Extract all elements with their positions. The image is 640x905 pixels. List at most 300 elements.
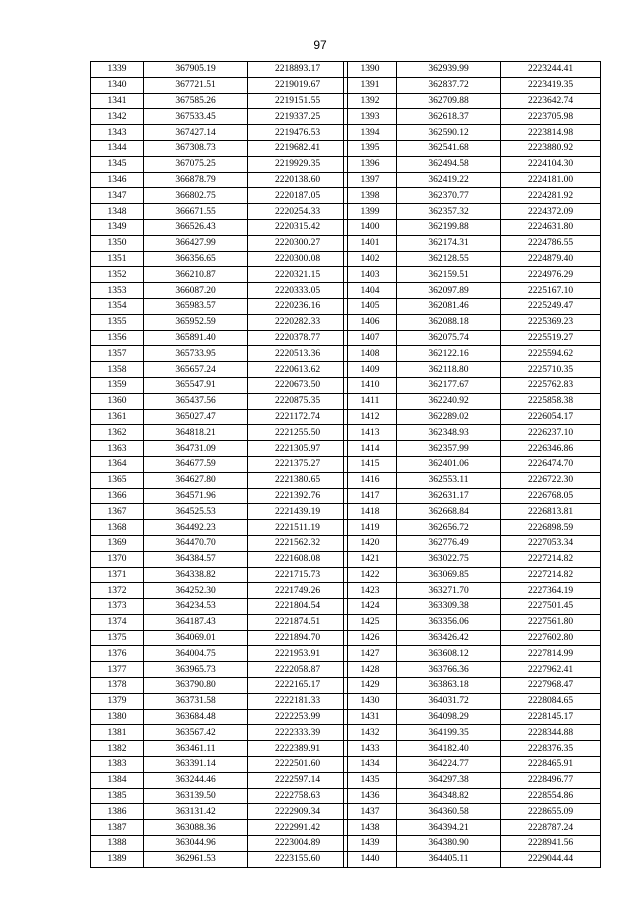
point-number-cell: 1421: [344, 551, 397, 567]
x-coordinate-cell: 363567.42: [144, 725, 248, 741]
y-coordinate-cell: 2220300.08: [248, 251, 348, 267]
point-number-cell: 1435: [344, 772, 397, 788]
point-number-cell: 1394: [344, 125, 397, 141]
y-coordinate-cell: 2219019.67: [248, 77, 348, 93]
table-row: [344, 267, 601, 283]
y-coordinate-cell: 2219337.25: [248, 109, 348, 125]
table-row: [344, 551, 601, 567]
x-coordinate-cell: 363461.11: [144, 741, 248, 757]
table-row: [344, 330, 601, 346]
x-coordinate-cell: 363790.80: [144, 678, 248, 694]
y-coordinate-cell: 2220236.16: [248, 298, 348, 314]
table-row: [91, 646, 348, 662]
table-row: [91, 346, 348, 362]
point-number-cell: 1404: [344, 283, 397, 299]
table-row: [344, 678, 601, 694]
point-number-cell: 1389: [91, 851, 144, 867]
table-row: [344, 646, 601, 662]
y-coordinate-cell: 2222597.14: [248, 772, 348, 788]
y-coordinate-cell: 2220378.77: [248, 330, 348, 346]
table-row: [91, 599, 348, 615]
point-number-cell: 1416: [344, 472, 397, 488]
table-row: [344, 346, 601, 362]
point-number-cell: 1374: [91, 614, 144, 630]
point-number-cell: 1345: [91, 156, 144, 172]
table-row: [91, 377, 348, 393]
x-coordinate-cell: 366526.43: [144, 219, 248, 235]
table-row: [91, 283, 348, 299]
y-coordinate-cell: 2228376.35: [501, 741, 601, 757]
y-coordinate-cell: 2227501.45: [501, 599, 601, 615]
point-number-cell: 1396: [344, 156, 397, 172]
x-coordinate-cell: 367308.73: [144, 140, 248, 156]
point-number-cell: 1339: [91, 62, 144, 78]
y-coordinate-cell: 2228941.56: [501, 836, 601, 852]
point-number-cell: 1378: [91, 678, 144, 694]
x-coordinate-cell: 365547.91: [144, 377, 248, 393]
table-row: [91, 156, 348, 172]
point-number-cell: 1360: [91, 393, 144, 409]
coordinate-table-left: [90, 61, 348, 868]
x-coordinate-cell: 363356.06: [397, 614, 501, 630]
table-row: [344, 219, 601, 235]
x-coordinate-cell: 364297.38: [397, 772, 501, 788]
y-coordinate-cell: 2225594.62: [501, 346, 601, 362]
point-number-cell: 1366: [91, 488, 144, 504]
y-coordinate-cell: 2223880.92: [501, 140, 601, 156]
x-coordinate-cell: 362401.06: [397, 456, 501, 472]
x-coordinate-cell: 362419.22: [397, 172, 501, 188]
x-coordinate-cell: 364731.09: [144, 441, 248, 457]
table-row: [91, 788, 348, 804]
y-coordinate-cell: 2222991.42: [248, 820, 348, 836]
x-coordinate-cell: 362553.11: [397, 472, 501, 488]
table-row: [344, 393, 601, 409]
y-coordinate-cell: 2220513.36: [248, 346, 348, 362]
table-row: [344, 140, 601, 156]
y-coordinate-cell: 2222501.60: [248, 757, 348, 773]
point-number-cell: 1388: [91, 836, 144, 852]
coordinate-table-right: [343, 61, 601, 868]
y-coordinate-cell: 2228145.17: [501, 709, 601, 725]
point-number-cell: 1424: [344, 599, 397, 615]
table-row: [344, 614, 601, 630]
point-number-cell: 1380: [91, 709, 144, 725]
x-coordinate-cell: 362541.68: [397, 140, 501, 156]
table-row: [91, 109, 348, 125]
x-coordinate-cell: 366356.65: [144, 251, 248, 267]
point-number-cell: 1397: [344, 172, 397, 188]
y-coordinate-cell: 2228787.24: [501, 820, 601, 836]
x-coordinate-cell: 366427.99: [144, 235, 248, 251]
x-coordinate-cell: 366671.55: [144, 204, 248, 220]
x-coordinate-cell: 362177.67: [397, 377, 501, 393]
point-number-cell: 1410: [344, 377, 397, 393]
table-row: [344, 836, 601, 852]
table-row: [91, 725, 348, 741]
point-number-cell: 1390: [344, 62, 397, 78]
y-coordinate-cell: 2220282.33: [248, 314, 348, 330]
point-number-cell: 1392: [344, 93, 397, 109]
y-coordinate-cell: 2221511.19: [248, 520, 348, 536]
x-coordinate-cell: 362289.02: [397, 409, 501, 425]
point-number-cell: 1398: [344, 188, 397, 204]
point-number-cell: 1347: [91, 188, 144, 204]
point-number-cell: 1386: [91, 804, 144, 820]
point-number-cell: 1420: [344, 535, 397, 551]
point-number-cell: 1385: [91, 788, 144, 804]
x-coordinate-cell: 363863.18: [397, 678, 501, 694]
point-number-cell: 1417: [344, 488, 397, 504]
x-coordinate-cell: 364627.80: [144, 472, 248, 488]
point-number-cell: 1344: [91, 140, 144, 156]
y-coordinate-cell: 2220321.15: [248, 267, 348, 283]
page-number: 97: [313, 38, 327, 52]
table-row: [91, 456, 348, 472]
x-coordinate-cell: 362240.92: [397, 393, 501, 409]
table-row: [344, 709, 601, 725]
y-coordinate-cell: 2221894.70: [248, 630, 348, 646]
table-row: [91, 409, 348, 425]
point-number-cell: 1433: [344, 741, 397, 757]
table-row: [344, 757, 601, 773]
table-row: [91, 125, 348, 141]
table-row: [344, 204, 601, 220]
x-coordinate-cell: 362939.99: [397, 62, 501, 78]
point-number-cell: 1376: [91, 646, 144, 662]
point-number-cell: 1437: [344, 804, 397, 820]
table-row: [91, 678, 348, 694]
table-row: [344, 693, 601, 709]
table-row: [91, 836, 348, 852]
y-coordinate-cell: 2222909.34: [248, 804, 348, 820]
x-coordinate-cell: 366802.75: [144, 188, 248, 204]
point-number-cell: 1393: [344, 109, 397, 125]
y-coordinate-cell: 2225858.38: [501, 393, 601, 409]
table-row: [344, 314, 601, 330]
point-number-cell: 1440: [344, 851, 397, 867]
y-coordinate-cell: 2227214.82: [501, 567, 601, 583]
point-number-cell: 1348: [91, 204, 144, 220]
table-row: [344, 662, 601, 678]
x-coordinate-cell: 365891.40: [144, 330, 248, 346]
table-row: [344, 472, 601, 488]
point-number-cell: 1414: [344, 441, 397, 457]
table-row: [344, 109, 601, 125]
x-coordinate-cell: 364348.82: [397, 788, 501, 804]
point-number-cell: 1359: [91, 377, 144, 393]
y-coordinate-cell: 2221953.91: [248, 646, 348, 662]
x-coordinate-cell: 362348.93: [397, 425, 501, 441]
point-number-cell: 1341: [91, 93, 144, 109]
x-coordinate-cell: 363244.46: [144, 772, 248, 788]
x-coordinate-cell: 364031.72: [397, 693, 501, 709]
point-number-cell: 1432: [344, 725, 397, 741]
x-coordinate-cell: 364182.40: [397, 741, 501, 757]
x-coordinate-cell: 362081.46: [397, 298, 501, 314]
x-coordinate-cell: 365027.47: [144, 409, 248, 425]
point-number-cell: 1365: [91, 472, 144, 488]
table-row: [91, 741, 348, 757]
point-number-cell: 1427: [344, 646, 397, 662]
table-row: [91, 472, 348, 488]
y-coordinate-cell: 2225762.83: [501, 377, 601, 393]
y-coordinate-cell: 2223155.60: [248, 851, 348, 867]
y-coordinate-cell: 2221255.50: [248, 425, 348, 441]
x-coordinate-cell: 364187.43: [144, 614, 248, 630]
y-coordinate-cell: 2228465.91: [501, 757, 601, 773]
y-coordinate-cell: 2226898.59: [501, 520, 601, 536]
y-coordinate-cell: 2225519.27: [501, 330, 601, 346]
point-number-cell: 1407: [344, 330, 397, 346]
y-coordinate-cell: 2221562.32: [248, 535, 348, 551]
x-coordinate-cell: 367905.19: [144, 62, 248, 78]
y-coordinate-cell: 2227968.47: [501, 678, 601, 694]
table-row: [91, 172, 348, 188]
x-coordinate-cell: 362357.99: [397, 441, 501, 457]
table-row: [344, 741, 601, 757]
point-number-cell: 1384: [91, 772, 144, 788]
point-number-cell: 1381: [91, 725, 144, 741]
y-coordinate-cell: 2223244.41: [501, 62, 601, 78]
x-coordinate-cell: 364818.21: [144, 425, 248, 441]
point-number-cell: 1401: [344, 235, 397, 251]
point-number-cell: 1399: [344, 204, 397, 220]
y-coordinate-cell: 2224631.80: [501, 219, 601, 235]
x-coordinate-cell: 365952.59: [144, 314, 248, 330]
y-coordinate-cell: 2222333.39: [248, 725, 348, 741]
x-coordinate-cell: 363044.96: [144, 836, 248, 852]
table-row: [344, 235, 601, 251]
y-coordinate-cell: 2225167.10: [501, 283, 601, 299]
x-coordinate-cell: 362668.84: [397, 504, 501, 520]
point-number-cell: 1358: [91, 362, 144, 378]
table-row: [344, 504, 601, 520]
y-coordinate-cell: 2221874.51: [248, 614, 348, 630]
y-coordinate-cell: 2222389.91: [248, 741, 348, 757]
point-number-cell: 1403: [344, 267, 397, 283]
table-row: [344, 409, 601, 425]
table-row: [344, 725, 601, 741]
table-row: [344, 377, 601, 393]
x-coordinate-cell: 363069.85: [397, 567, 501, 583]
table-row: [91, 314, 348, 330]
x-coordinate-cell: 365657.24: [144, 362, 248, 378]
point-number-cell: 1412: [344, 409, 397, 425]
x-coordinate-cell: 363965.73: [144, 662, 248, 678]
point-number-cell: 1426: [344, 630, 397, 646]
x-coordinate-cell: 364380.90: [397, 836, 501, 852]
x-coordinate-cell: 363271.70: [397, 583, 501, 599]
x-coordinate-cell: 363608.12: [397, 646, 501, 662]
y-coordinate-cell: 2226768.05: [501, 488, 601, 504]
table-row: [91, 662, 348, 678]
point-number-cell: 1355: [91, 314, 144, 330]
x-coordinate-cell: 364677.59: [144, 456, 248, 472]
point-number-cell: 1419: [344, 520, 397, 536]
point-number-cell: 1408: [344, 346, 397, 362]
point-number-cell: 1377: [91, 662, 144, 678]
y-coordinate-cell: 2223705.98: [501, 109, 601, 125]
point-number-cell: 1383: [91, 757, 144, 773]
table-row: [344, 820, 601, 836]
y-coordinate-cell: 2226722.30: [501, 472, 601, 488]
point-number-cell: 1409: [344, 362, 397, 378]
point-number-cell: 1351: [91, 251, 144, 267]
point-number-cell: 1362: [91, 425, 144, 441]
x-coordinate-cell: 367533.45: [144, 109, 248, 125]
table-row: [91, 772, 348, 788]
y-coordinate-cell: 2220254.33: [248, 204, 348, 220]
x-coordinate-cell: 363426.42: [397, 630, 501, 646]
table-row: [91, 204, 348, 220]
point-number-cell: 1379: [91, 693, 144, 709]
point-number-cell: 1430: [344, 693, 397, 709]
x-coordinate-cell: 362709.88: [397, 93, 501, 109]
x-coordinate-cell: 362118.80: [397, 362, 501, 378]
point-number-cell: 1415: [344, 456, 397, 472]
table-row: [91, 693, 348, 709]
point-number-cell: 1402: [344, 251, 397, 267]
table-row: [91, 362, 348, 378]
x-coordinate-cell: 364004.75: [144, 646, 248, 662]
point-number-cell: 1369: [91, 535, 144, 551]
table-row: [344, 298, 601, 314]
point-number-cell: 1431: [344, 709, 397, 725]
y-coordinate-cell: 2227602.80: [501, 630, 601, 646]
x-coordinate-cell: 364384.57: [144, 551, 248, 567]
table-row: [91, 551, 348, 567]
table-row: [91, 488, 348, 504]
point-number-cell: 1354: [91, 298, 144, 314]
table-row: [344, 535, 601, 551]
x-coordinate-cell: 363088.36: [144, 820, 248, 836]
point-number-cell: 1438: [344, 820, 397, 836]
x-coordinate-cell: 362837.72: [397, 77, 501, 93]
y-coordinate-cell: 2219151.55: [248, 93, 348, 109]
y-coordinate-cell: 2225369.23: [501, 314, 601, 330]
x-coordinate-cell: 363022.75: [397, 551, 501, 567]
x-coordinate-cell: 362128.55: [397, 251, 501, 267]
table-row: [91, 757, 348, 773]
point-number-cell: 1353: [91, 283, 144, 299]
table-row: [91, 267, 348, 283]
x-coordinate-cell: 362174.31: [397, 235, 501, 251]
y-coordinate-cell: 2223814.98: [501, 125, 601, 141]
x-coordinate-cell: 364525.53: [144, 504, 248, 520]
x-coordinate-cell: 363131.42: [144, 804, 248, 820]
y-coordinate-cell: 2220613.62: [248, 362, 348, 378]
y-coordinate-cell: 2219929.35: [248, 156, 348, 172]
y-coordinate-cell: 2224879.40: [501, 251, 601, 267]
y-coordinate-cell: 2224181.00: [501, 172, 601, 188]
y-coordinate-cell: 2226346.86: [501, 441, 601, 457]
y-coordinate-cell: 2221375.27: [248, 456, 348, 472]
table-row: [344, 441, 601, 457]
point-number-cell: 1382: [91, 741, 144, 757]
point-number-cell: 1352: [91, 267, 144, 283]
table-row: [344, 425, 601, 441]
point-number-cell: 1370: [91, 551, 144, 567]
point-number-cell: 1429: [344, 678, 397, 694]
x-coordinate-cell: 363731.58: [144, 693, 248, 709]
y-coordinate-cell: 2229044.44: [501, 851, 601, 867]
y-coordinate-cell: 2221380.65: [248, 472, 348, 488]
x-coordinate-cell: 364492.23: [144, 520, 248, 536]
table-row: [91, 235, 348, 251]
y-coordinate-cell: 2226237.10: [501, 425, 601, 441]
y-coordinate-cell: 2222758.63: [248, 788, 348, 804]
y-coordinate-cell: 2227364.19: [501, 583, 601, 599]
table-row: [91, 425, 348, 441]
x-coordinate-cell: 367585.26: [144, 93, 248, 109]
table-row: [344, 630, 601, 646]
y-coordinate-cell: 2228344.88: [501, 725, 601, 741]
table-row: [344, 156, 601, 172]
point-number-cell: 1340: [91, 77, 144, 93]
table-row: [91, 630, 348, 646]
y-coordinate-cell: 2224104.30: [501, 156, 601, 172]
y-coordinate-cell: 2221439.19: [248, 504, 348, 520]
y-coordinate-cell: 2224976.29: [501, 267, 601, 283]
point-number-cell: 1434: [344, 757, 397, 773]
y-coordinate-cell: 2227053.34: [501, 535, 601, 551]
point-number-cell: 1428: [344, 662, 397, 678]
table-row: [91, 583, 348, 599]
table-row: [91, 567, 348, 583]
point-number-cell: 1439: [344, 836, 397, 852]
y-coordinate-cell: 2228655.09: [501, 804, 601, 820]
y-coordinate-cell: 2227814.99: [501, 646, 601, 662]
x-coordinate-cell: 363766.36: [397, 662, 501, 678]
y-coordinate-cell: 2226054.17: [501, 409, 601, 425]
table-row: [91, 330, 348, 346]
y-coordinate-cell: 2224372.09: [501, 204, 601, 220]
x-coordinate-cell: 367721.51: [144, 77, 248, 93]
x-coordinate-cell: 364234.53: [144, 599, 248, 615]
y-coordinate-cell: 2222058.87: [248, 662, 348, 678]
y-coordinate-cell: 2219476.53: [248, 125, 348, 141]
y-coordinate-cell: 2227561.80: [501, 614, 601, 630]
point-number-cell: 1361: [91, 409, 144, 425]
x-coordinate-cell: 362357.32: [397, 204, 501, 220]
table-row: [344, 520, 601, 536]
point-number-cell: 1350: [91, 235, 144, 251]
y-coordinate-cell: 2227214.82: [501, 551, 601, 567]
table-row: [91, 851, 348, 867]
x-coordinate-cell: 362656.72: [397, 520, 501, 536]
point-number-cell: 1423: [344, 583, 397, 599]
x-coordinate-cell: 363139.50: [144, 788, 248, 804]
y-coordinate-cell: 2220138.60: [248, 172, 348, 188]
table-row: [91, 520, 348, 536]
x-coordinate-cell: 366210.87: [144, 267, 248, 283]
point-number-cell: 1406: [344, 314, 397, 330]
y-coordinate-cell: 2220315.42: [248, 219, 348, 235]
y-coordinate-cell: 2228084.65: [501, 693, 601, 709]
table-row: [344, 851, 601, 867]
point-number-cell: 1411: [344, 393, 397, 409]
x-coordinate-cell: 362590.12: [397, 125, 501, 141]
table-row: [344, 251, 601, 267]
table-row: [91, 614, 348, 630]
y-coordinate-cell: 2222181.33: [248, 693, 348, 709]
y-coordinate-cell: 2224786.55: [501, 235, 601, 251]
table-row: [344, 599, 601, 615]
y-coordinate-cell: 2226474.70: [501, 456, 601, 472]
x-coordinate-cell: 364571.96: [144, 488, 248, 504]
table-row: [91, 504, 348, 520]
